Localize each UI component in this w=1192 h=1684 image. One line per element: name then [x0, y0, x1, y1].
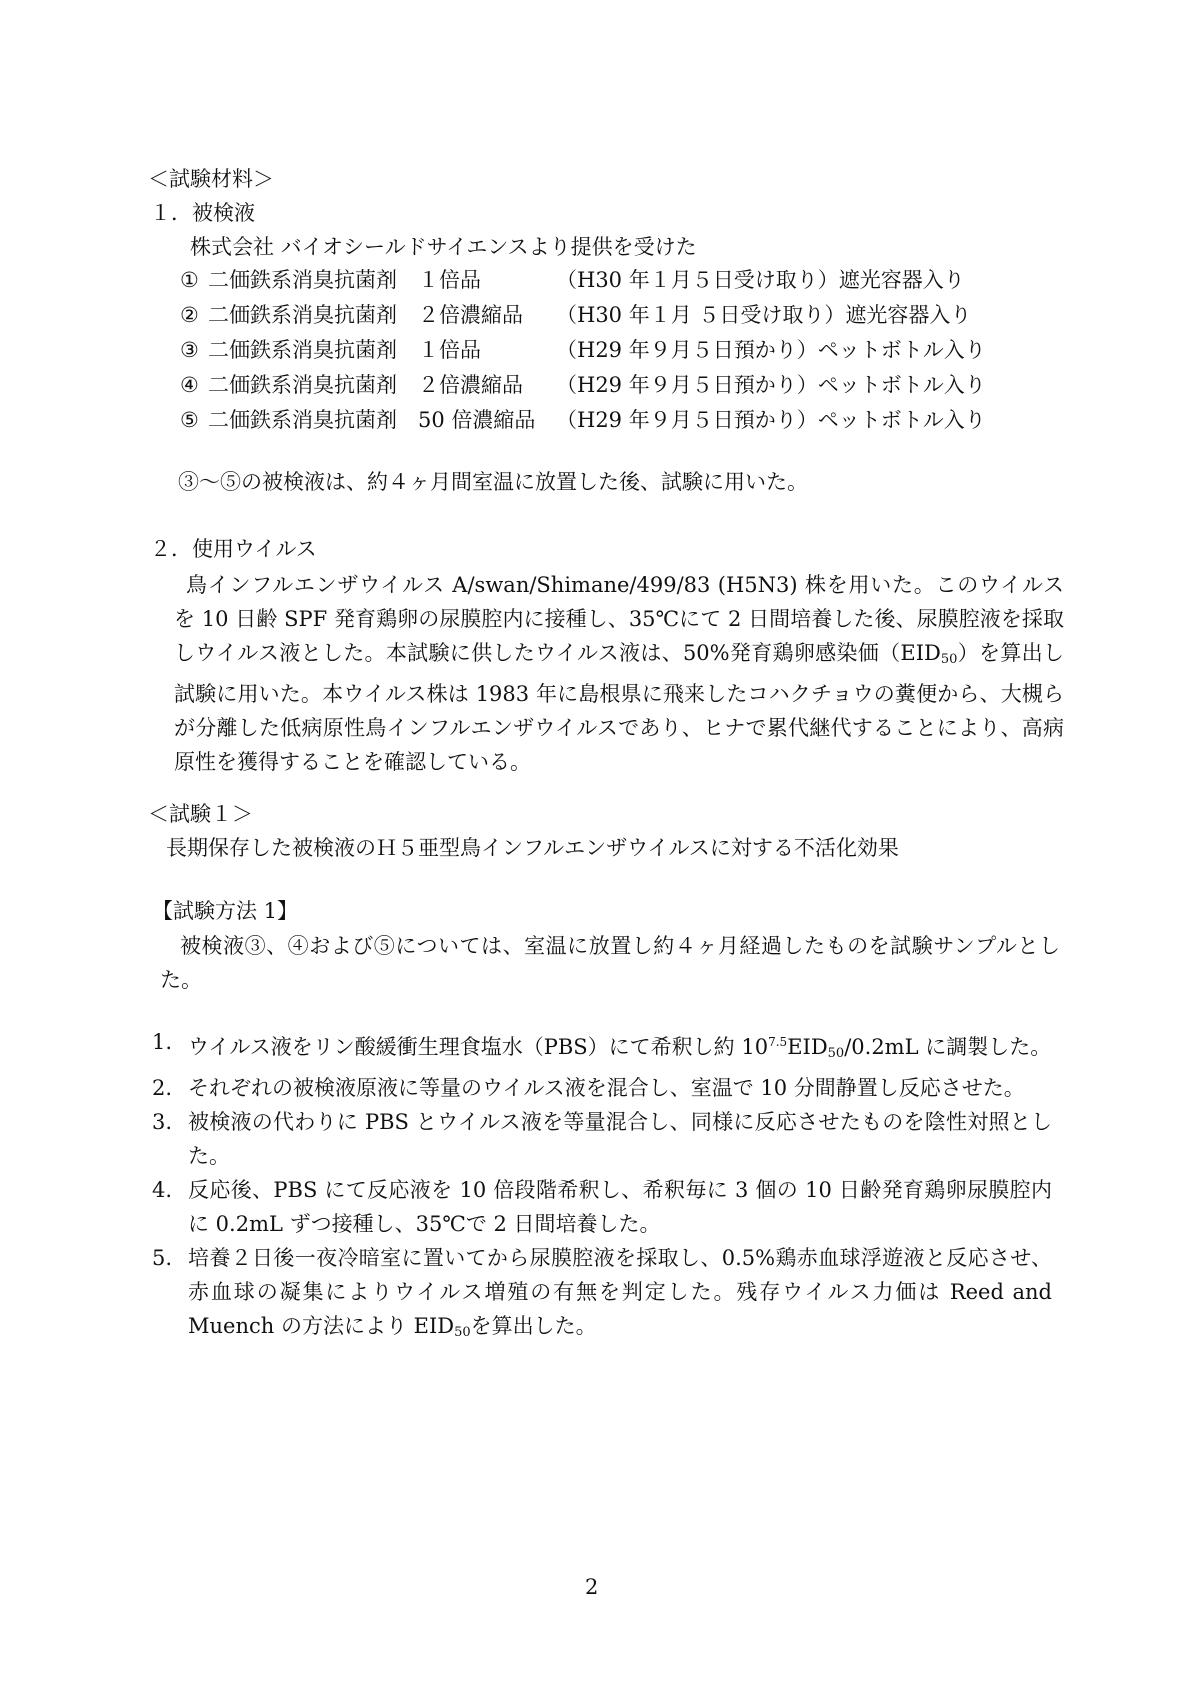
- page-number: 2: [585, 1575, 599, 1599]
- sample-heading: １．被検液: [150, 201, 255, 225]
- step-number: 4.: [152, 1178, 173, 1202]
- virus-heading: ２．使用ウイルス: [150, 537, 317, 561]
- method-steps: [152, 1025, 1052, 1350]
- sample-mark: ⑤: [180, 408, 199, 432]
- materials-heading: ＜試験材料＞: [148, 167, 274, 191]
- step-number: 3.: [152, 1110, 173, 1134]
- sample-concentration: １倍品: [418, 338, 481, 362]
- method-step: [152, 1173, 1052, 1241]
- step-superscript: 7.5: [768, 1035, 788, 1049]
- sample-row: [180, 336, 986, 364]
- step-text: /0.2mL に調製した。: [844, 1035, 1052, 1059]
- provider-text: 株式会社 バイオシールドサイエンスより提供を受けた: [190, 235, 697, 259]
- test1-title: 長期保存した被検液のＨ５亜型鳥インフルエンザウイルスに対する不活化効果: [166, 836, 899, 860]
- step-text: ウイルス液をリン酸緩衝生理食塩水（PBS）にて希釈し約 10: [188, 1035, 769, 1059]
- sample-mark: ②: [180, 303, 199, 327]
- step-text: 被検液の代わりに PBS とウイルス液を等量混合し、同様に反応させたものを陰性対照とした。: [188, 1110, 1052, 1168]
- sample-concentration: 50 倍濃縮品: [418, 408, 536, 432]
- sample-note: （H30 年１月 ５日受け取り）遮光容器入り: [556, 303, 972, 327]
- sample-mark: ④: [180, 373, 199, 397]
- step-text: 培養２日後一夜冷暗室に置いてから尿膜腔液を採取し、0.5%鶏赤血球浮遊液と反応させ、赤血球の凝集によりウイルス増殖の有無を判定した。残存ウイルス力価は Reed and Muench の方法により EID: [188, 1246, 1052, 1338]
- step-number: 1.: [152, 1030, 173, 1054]
- sample-row: [180, 266, 965, 294]
- sample-concentration: ２倍濃縮品: [418, 303, 523, 327]
- sample-name: 二価鉄系消臭抗菌剤: [208, 408, 397, 432]
- step-number: 5.: [152, 1246, 173, 1270]
- method-intro: 被検液③、④および⑤については、室温に放置し約４ヶ月経過したものを試験サンプルとした。: [160, 934, 1060, 992]
- method-step: [152, 1025, 1052, 1071]
- step-text: それぞれの被検液原液に等量のウイルス液を混合し、室温で 10 分間静置し反応させた。: [188, 1076, 1025, 1100]
- sample-row: [180, 301, 971, 329]
- sample-row: [180, 406, 986, 434]
- step-subscript: 50: [827, 1046, 845, 1061]
- test1-heading: ＜試験１＞: [148, 802, 253, 826]
- sample-concentration: ２倍濃縮品: [418, 373, 523, 397]
- virus-description: 鳥インフルエンザウイルス A/swan/Shimane/499/83 (H5N3) 株を用いた。このウイルスを 10 日齢 SPF 発育鶏卵の尿膜腔内に接種し、35℃にて 2 日間培養した後、尿膜腔液を採取しウイルス液とした。本試験に供したウイルス液は、50%発育鶏卵感染価$(EID_{50})$を算出し試験に用いた。本ウイルス株は 1983 年に島根県に飛来したコハクチョウの糞便から、大槻らが分離した低病原性鳥インフルエンザウイルスであり、ヒナで累代継代することにより、高病原性を獲得することを確認している。: [174, 573, 1064, 774]
- step-text: を算出した。: [470, 1314, 597, 1338]
- step-text: EID: [787, 1035, 828, 1059]
- sample-note: （H29 年９月５日預かり）ペットボトル入り: [556, 408, 986, 432]
- step-subscript: 50: [454, 1325, 471, 1340]
- method-step: [152, 1241, 1052, 1350]
- step-text: 反応後、PBS にて反応液を 10 倍段階希釈し、希釈毎に 3 個の 10 日齢発育鶏卵尿膜腔内に 0.2mL ずつ接種し、35℃で 2 日間培養した。: [188, 1178, 1052, 1236]
- sample-name: 二価鉄系消臭抗菌剤: [208, 373, 397, 397]
- method-step: [152, 1105, 1052, 1173]
- method-heading: 【試験方法 1】: [152, 899, 299, 923]
- sample-row: [180, 371, 986, 399]
- sample-mark: ③: [180, 338, 199, 362]
- sample-note: （H29 年９月５日預かり）ペットボトル入り: [556, 338, 986, 362]
- sample-note: （H29 年９月５日預かり）ペットボトル入り: [556, 373, 986, 397]
- storage-note: ③～⑤の被検液は、約４ヶ月間室温に放置した後、試験に用いた。: [178, 470, 808, 494]
- step-number: 2.: [152, 1076, 173, 1100]
- method-step: [152, 1071, 1052, 1105]
- sample-name: 二価鉄系消臭抗菌剤: [208, 268, 397, 292]
- sample-mark: ①: [180, 268, 199, 292]
- sample-concentration: １倍品: [418, 268, 481, 292]
- sample-name: 二価鉄系消臭抗菌剤: [208, 338, 397, 362]
- sample-note: （H30 年１月５日受け取り）遮光容器入り: [556, 268, 965, 292]
- sample-name: 二価鉄系消臭抗菌剤: [208, 303, 397, 327]
